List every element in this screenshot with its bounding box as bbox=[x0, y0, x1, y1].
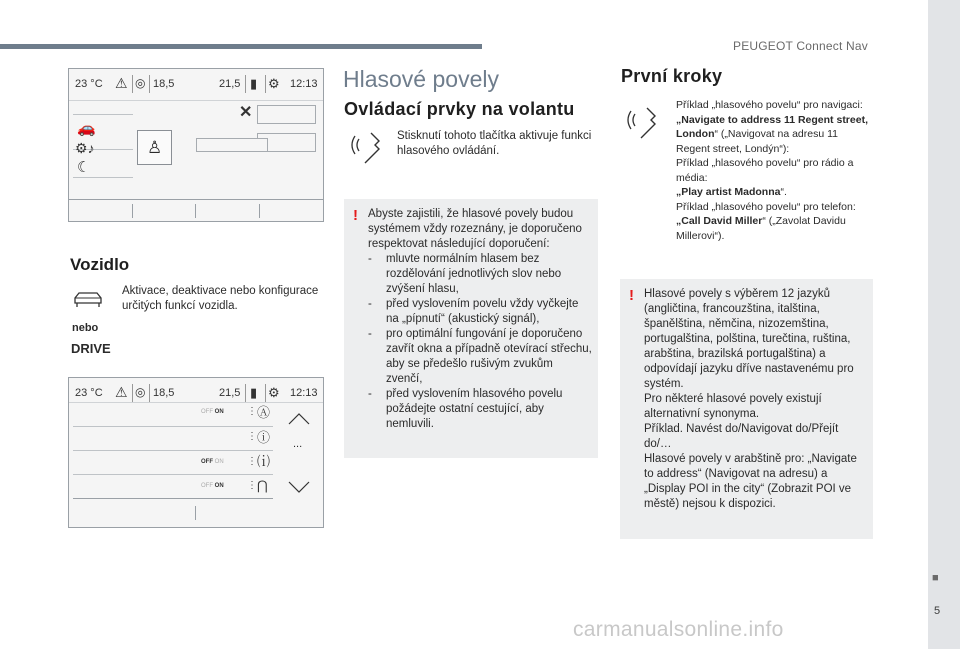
media-example-intro: Příklad „hlasového povelu“ pro rádio a média: bbox=[676, 157, 854, 184]
driver-icon: ♙ bbox=[147, 138, 163, 157]
vehicle-screen bbox=[68, 68, 324, 222]
page-number: 5 bbox=[934, 605, 941, 617]
screen-slot bbox=[196, 138, 268, 152]
header-title: PEUGEOT Connect Nav bbox=[733, 39, 868, 53]
temperature: 23 °C bbox=[75, 387, 103, 399]
voice-command-icon bbox=[349, 131, 385, 165]
header-rule bbox=[0, 44, 482, 49]
phone-example-intro: Příklad „hlasového povelu“ pro telefon: bbox=[676, 200, 856, 213]
close-icon[interactable]: ✕ bbox=[239, 104, 253, 121]
clock: 12:13 bbox=[290, 78, 318, 90]
page-edge-band bbox=[928, 0, 960, 649]
audio-settings-icon[interactable]: ⚙♪ bbox=[75, 140, 95, 156]
toggle-row-3[interactable]: OFF ON bbox=[201, 459, 224, 465]
alert-function-icon: ⒤ bbox=[257, 454, 271, 469]
list-item: - před vyslovením povelu vždy vyčkejte na „pípnutí“ (akustický signál), bbox=[368, 298, 579, 325]
row-menu-icon[interactable]: ⋮ bbox=[247, 456, 257, 467]
row-menu-icon[interactable]: ⋮ bbox=[247, 431, 257, 442]
warning-icon: ⚠ bbox=[115, 75, 128, 91]
note-paragraph: Hlasové povely s výběrem 12 jazyků (angličtina, francouzština, italština, španělština, němčina, nizozemština, portugalština, polština, turečtina, ruština, arabština, brazilská portugalština) a odpovídají jazyku dříve nastavenému pro systém. bbox=[644, 288, 854, 390]
list-item: - pro optimální fungování je doporučeno zavřít okna a případně otevírací střechu, aby se předešlo rušivým zvukům zvenčí, bbox=[368, 328, 592, 385]
settings-icon: ⚙ bbox=[268, 385, 280, 400]
phone-icon: ▮ bbox=[250, 76, 258, 91]
auto-function-icon: Ⓐ bbox=[257, 405, 271, 420]
page-bullet: ■ bbox=[932, 572, 939, 584]
languages-note bbox=[620, 279, 873, 539]
note-paragraph: Hlasové povely v arabštině pro: „Navigate to address“ (Navigovat na adresu) a „Display POI in the city“ (Zobrazit POI ve městě) nejsou k dispozici. bbox=[644, 453, 857, 510]
nav-example: „Navigate to address 11 Regent street, London“ („Navigovat na adresu 11 Regent street, Londýn“): bbox=[676, 113, 868, 155]
list-item: - před vyslovením hlasového povelu požádejte ostatní cestující, aby nemluvili. bbox=[368, 388, 563, 430]
status-bar bbox=[69, 69, 323, 99]
settings-icon: ⚙ bbox=[268, 76, 280, 91]
clock: 12:13 bbox=[290, 387, 318, 399]
info-icon: ⓘ bbox=[257, 430, 271, 445]
note-paragraph: Příklad. Navést do/Navigovat do/Přejít do/… bbox=[644, 423, 839, 450]
status-bar bbox=[69, 378, 323, 408]
phone-example: „Call David Miller“ („Zavolat Davidu Millerovi“). bbox=[676, 215, 846, 242]
section-title: Hlasové povely bbox=[343, 66, 499, 92]
steering-wheel-description: Stisknutí tohoto tlačítka aktivuje funkci hlasového ovládání. bbox=[397, 130, 592, 157]
driving-function-tile[interactable] bbox=[137, 130, 172, 165]
watermark: carmanualsonline.info bbox=[573, 618, 784, 641]
chevron-up-icon[interactable] bbox=[287, 412, 311, 426]
drive-label: DRIVE bbox=[71, 341, 111, 356]
temp-right: 21,5 bbox=[219, 78, 241, 90]
nav-example-intro: Příklad „hlasového povelu“ pro navigaci: bbox=[676, 99, 863, 111]
vozidlo-heading: Vozidlo bbox=[70, 255, 130, 274]
row-menu-icon[interactable]: ⋮ bbox=[247, 480, 257, 491]
vehicle-settings-icon[interactable]: 🚗 bbox=[77, 120, 96, 137]
temp-left: 18,5 bbox=[153, 387, 175, 399]
nebo-label: nebo bbox=[72, 322, 99, 334]
voice-command-examples bbox=[676, 98, 871, 243]
location-icon: ◎ bbox=[135, 385, 146, 399]
vozidlo-description: Aktivace, deaktivace nebo konfigurace určitých funkcí vozidla. bbox=[122, 285, 319, 312]
warning-mark-icon: ! bbox=[353, 207, 358, 224]
driving-functions-screen bbox=[68, 377, 324, 528]
more-label[interactable]: ... bbox=[293, 438, 303, 450]
toggle-row-1[interactable]: OFF ON bbox=[201, 409, 224, 415]
subsection-title: Ovládací prvky na volantu bbox=[344, 99, 575, 119]
list-item: - mluvte normálním hlasem bez rozdělování jednotlivých slov nebo zvýšení hlasu, bbox=[368, 253, 562, 295]
temp-right: 21,5 bbox=[219, 387, 241, 399]
voice-command-icon bbox=[625, 106, 661, 140]
screen-slot bbox=[257, 105, 316, 124]
temperature: 23 °C bbox=[75, 78, 103, 90]
lane-assist-icon: ⋂ bbox=[257, 478, 268, 493]
note-intro: Abyste zajistili, že hlasové povely budou systémem vždy rozeznány, je doporučeno respektovat následující doporučení: bbox=[368, 208, 582, 250]
location-icon: ◎ bbox=[135, 76, 146, 90]
chevron-down-icon[interactable] bbox=[287, 480, 311, 494]
phone-icon: ▮ bbox=[250, 385, 258, 400]
first-steps-title: První kroky bbox=[621, 66, 723, 86]
row-menu-icon[interactable]: ⋮ bbox=[247, 406, 257, 417]
car-icon bbox=[72, 288, 104, 310]
media-example: „Play artist Madonna“. bbox=[676, 186, 787, 198]
temp-left: 18,5 bbox=[153, 78, 175, 90]
warning-icon: ⚠ bbox=[115, 384, 128, 400]
toggle-row-4[interactable]: OFF ON bbox=[201, 483, 224, 489]
note-paragraph: Pro některé hlasové povely existují alternativní synonyma. bbox=[644, 393, 822, 420]
night-mode-icon[interactable]: ☾ bbox=[77, 159, 91, 176]
warning-mark-icon: ! bbox=[629, 287, 634, 304]
recommendation-note bbox=[344, 199, 598, 458]
